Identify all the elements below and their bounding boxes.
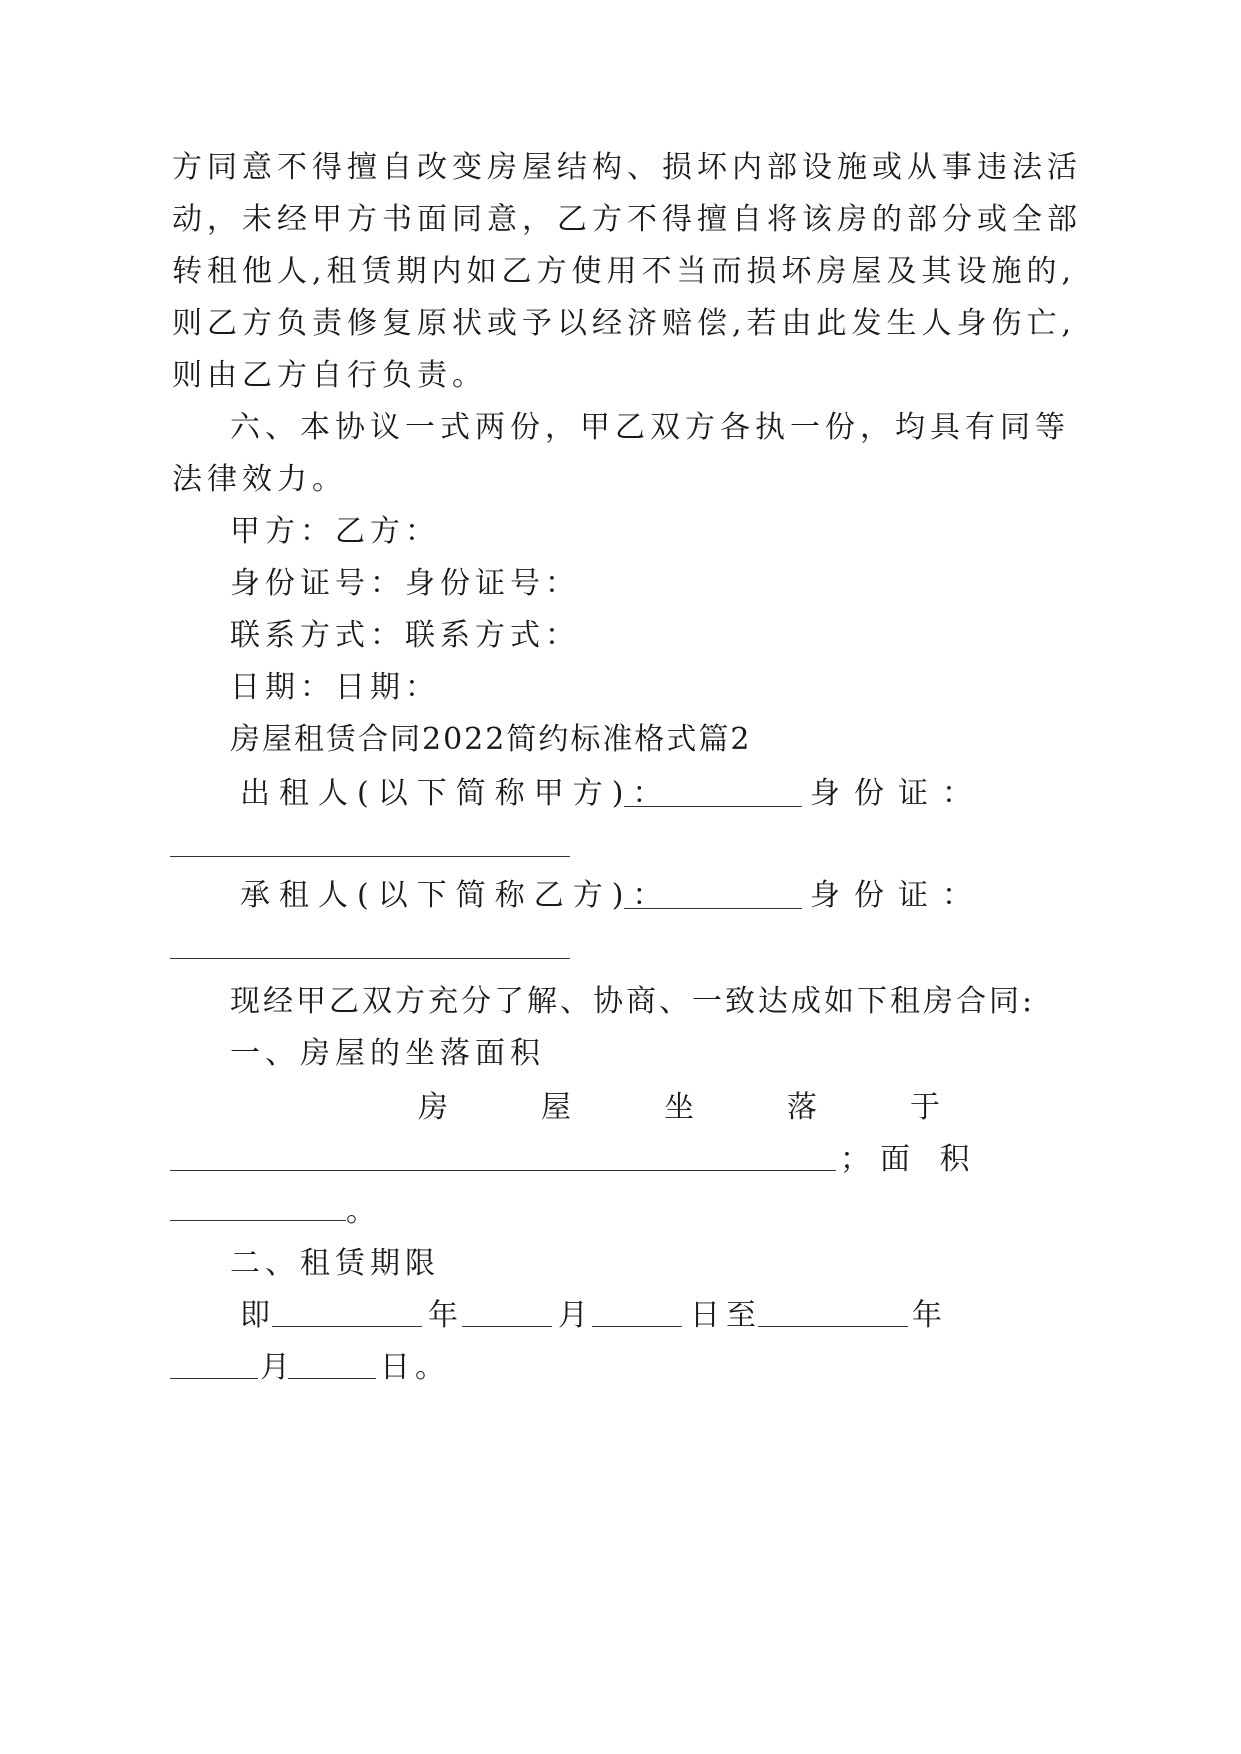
- lessor-label: 出租人(以下简称甲方)：: [240, 776, 672, 811]
- signature-contact: 联系方式：联系方式：: [230, 618, 580, 653]
- start-month-blank: [462, 1326, 552, 1327]
- section-two-title: 二、租赁期限: [230, 1246, 440, 1281]
- intro-line: 现经甲乙双方充分了解、协商、一致达成如下租房合同:: [230, 984, 1036, 1019]
- end-day-blank: [288, 1378, 376, 1379]
- end-year-blank: [758, 1326, 908, 1327]
- location-char: 于: [910, 1090, 940, 1125]
- location-char: 屋: [541, 1090, 571, 1125]
- lessor-id-blank: [170, 856, 570, 857]
- clause-six-line: 法律效力。: [172, 462, 347, 497]
- area-blank: [170, 1220, 346, 1221]
- start-day-blank: [592, 1326, 682, 1327]
- section-heading: 房屋租赁合同2022简约标准格式篇2: [230, 722, 752, 757]
- end-month-blank: [170, 1378, 258, 1379]
- lessee-label: 承租人(以下简称乙方)：: [240, 878, 672, 913]
- area-label: ；面 积: [840, 1142, 980, 1177]
- paragraph-line: 转租他人,租赁期内如乙方使用不当而损坏房屋及其设施的,: [172, 254, 1077, 289]
- paragraph-line: 动，未经甲方书面同意，乙方不得擅自将该房的部分或全部: [172, 202, 1082, 237]
- signature-party: 甲方：乙方：: [230, 514, 440, 549]
- paragraph-line: 方同意不得擅自改变房屋结构、损坏内部设施或从事违法活: [172, 150, 1082, 185]
- lessee-id-label: 身份证：: [810, 878, 986, 913]
- term-year: 年: [428, 1298, 463, 1333]
- paragraph-line: 则乙方负责修复原状或予以经济赔偿,若由此发生人身伤亡,: [172, 306, 1077, 341]
- lessor-name-blank: [624, 806, 802, 807]
- lessor-id-label: 身份证：: [810, 776, 986, 811]
- location-char: 坐: [664, 1090, 694, 1125]
- term-month: 月: [558, 1298, 593, 1333]
- term-day-to: 日至: [690, 1298, 762, 1333]
- term-day-end: 日。: [380, 1350, 450, 1385]
- lessee-name-blank: [624, 908, 802, 909]
- clause-six-line: 六、本协议一式两份，甲乙双方各执一份，均具有同等: [230, 410, 1070, 445]
- term-month2: 月: [260, 1350, 295, 1385]
- location-char: 房: [418, 1090, 448, 1125]
- paragraph-line: 则由乙方自行负责。: [172, 358, 487, 393]
- section-one-title: 一、房屋的坐落面积: [230, 1036, 545, 1071]
- term-year2: 年: [912, 1298, 947, 1333]
- lessee-id-blank: [170, 958, 570, 959]
- term-ji: 即: [240, 1298, 275, 1333]
- signature-id: 身份证号：身份证号：: [230, 566, 580, 601]
- location-char: 落: [787, 1090, 817, 1125]
- start-year-blank: [272, 1326, 422, 1327]
- location-blank: [170, 1170, 836, 1171]
- location-line: [418, 1088, 940, 1128]
- area-end: 。: [346, 1194, 381, 1229]
- signature-date: 日期：日期：: [230, 670, 440, 705]
